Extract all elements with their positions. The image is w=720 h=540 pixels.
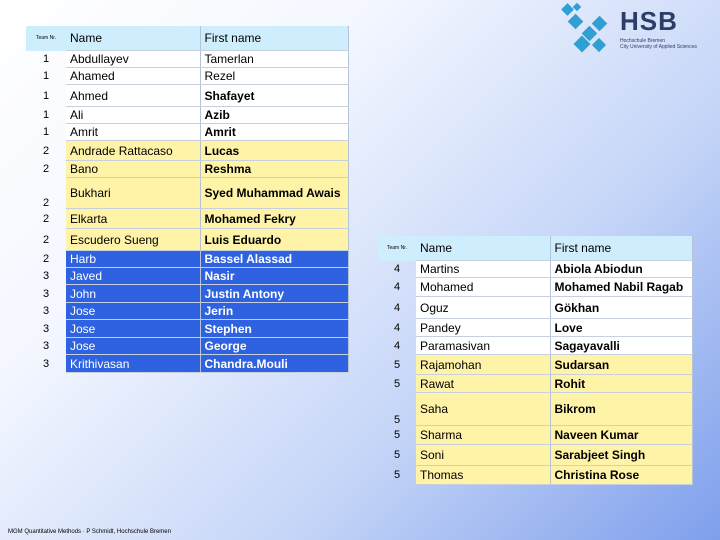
first-name-cell: Lucas [200,141,348,161]
table-row [26,178,348,209]
first-name-cell: Tamerlan [200,51,348,68]
first-name-cell: Jerin [200,303,348,320]
first-name-header: First name [550,236,692,261]
table-row [378,261,692,278]
name-cell: John [66,285,200,303]
first-name-cell: Bikrom [550,393,692,426]
team-cell: 4 [393,339,401,352]
first-name-cell: Gökhan [550,297,692,319]
team-cell: 5 [393,469,401,481]
name-cell: Javed [66,268,200,285]
team-cell: 4 [393,301,401,314]
name-cell: Paramasivan [416,337,550,355]
first-name-cell: Abiola Abiodun [550,261,692,278]
first-name-cell: Love [550,319,692,337]
table-row [26,320,348,338]
team-cell: 3 [42,270,50,282]
hsb-logo-mark-icon [560,2,612,56]
name-cell: Sharma [416,426,550,445]
team-nr-header: Team Nr. [378,236,416,261]
team-cell: 2 [42,212,50,225]
team-cell: 4 [393,263,401,275]
table-row [378,337,692,355]
table-row [26,68,348,85]
table-row [26,85,348,107]
name-cell: Jose [66,338,200,355]
first-name-cell: Amrit [200,124,348,141]
table-row [26,355,348,373]
table-row [378,393,692,426]
first-name-cell: Sudarsan [550,355,692,375]
team-table-2 [378,236,693,485]
name-cell: Jose [66,303,200,320]
first-name-cell: Rezel [200,68,348,85]
name-cell: Saha [416,393,550,426]
first-name-cell: Chandra.Mouli [200,355,348,373]
first-name-cell: Justin Antony [200,285,348,303]
table-row [378,445,692,466]
table-row [26,107,348,124]
team-cell: 2 [42,163,50,175]
name-cell: Ahamed [66,68,200,85]
name-cell: Bano [66,161,200,178]
table-row [26,285,348,303]
table-row [26,161,348,178]
name-cell: Thomas [416,466,550,485]
table-row [378,278,692,297]
table-row [378,466,692,485]
name-cell: Krithivasan [66,355,200,373]
table-row [378,375,692,393]
team-cell: 3 [42,357,50,370]
name-cell: Harb [66,251,200,268]
table-header [378,236,692,261]
name-header: Name [416,236,550,261]
logo-line2: City University of Applied Sciences [620,44,697,50]
first-name-cell: Mohamed Fekry [200,209,348,229]
table-row [26,141,348,161]
team-cell: 5 [393,377,401,390]
name-cell: Bukhari [66,178,200,209]
table-row [26,303,348,320]
team-cell: 2 [42,144,50,157]
name-cell: Pandey [416,319,550,337]
table-row [26,229,348,251]
first-name-cell: Sarabjeet Singh [550,445,692,466]
name-cell: Amrit [66,124,200,141]
first-name-cell: Stephen [200,320,348,338]
name-cell: Rawat [416,375,550,393]
name-cell: Rajamohan [416,355,550,375]
first-name-cell: Bassel Alassad [200,251,348,268]
first-name-cell: Syed Muhammad Awais [200,178,348,209]
team-table-1 [26,26,349,373]
table-header [26,26,348,51]
team-cell: 5 [393,449,401,461]
team-cell: 1 [42,53,50,65]
team-cell: 1 [42,70,50,82]
name-cell: Elkarta [66,209,200,229]
team-cell: 1 [42,89,50,102]
name-cell: Ahmed [66,85,200,107]
table-row [26,51,348,68]
logo-text: HSB [620,6,678,36]
team-cell: 3 [42,305,50,317]
name-header: Name [66,26,200,51]
first-name-cell: Rohit [550,375,692,393]
team-cell: 3 [42,322,50,335]
name-cell: Martins [416,261,550,278]
team-cell: 3 [42,287,50,300]
team-cell: 2 [42,233,50,246]
team-cell: 2 [42,253,50,265]
first-name-cell: Nasir [200,268,348,285]
table-row [26,251,348,268]
name-cell: Jose [66,320,200,338]
first-name-cell: Luis Eduardo [200,229,348,251]
first-name-cell: Shafayet [200,85,348,107]
first-name-cell: Sagayavalli [550,337,692,355]
name-cell: Soni [416,445,550,466]
team-cell: 3 [42,340,50,352]
name-cell: Oguz [416,297,550,319]
table-row [26,124,348,141]
first-name-cell: Azib [200,107,348,124]
team-cell: 5 [393,413,401,426]
name-cell: Escudero Sueng [66,229,200,251]
hsb-logo [560,2,716,58]
table-row [378,426,692,445]
logo-line1: Hochschule Bremen [620,38,666,44]
name-cell: Ali [66,107,200,124]
table-row [378,297,692,319]
team-cell: 1 [42,126,50,138]
table-row [26,209,348,229]
name-cell: Mohamed [416,278,550,297]
team-cell: 2 [42,196,50,209]
team-cell: 4 [393,321,401,334]
first-name-cell: Mohamed Nabil Ragab [550,278,692,297]
table-row [378,355,692,375]
first-name-cell: George [200,338,348,355]
team-cell: 5 [393,358,401,371]
table-row [26,268,348,285]
team-cell: 1 [42,109,50,121]
team-nr-header: Team Nr. [26,26,66,51]
first-name-cell: Naveen Kumar [550,426,692,445]
first-name-cell: Christina Rose [550,466,692,485]
team-cell: 4 [393,281,401,293]
table-row [26,338,348,355]
name-cell: Abdullayev [66,51,200,68]
first-name-cell: Reshma [200,161,348,178]
team-cell: 5 [393,429,401,441]
table-row [378,319,692,337]
first-name-header: First name [200,26,348,51]
footer-text: MGM Quantitative Methods · P Schmidt, Hochschule Bremen [8,529,171,535]
name-cell: Andrade Rattacaso [66,141,200,161]
